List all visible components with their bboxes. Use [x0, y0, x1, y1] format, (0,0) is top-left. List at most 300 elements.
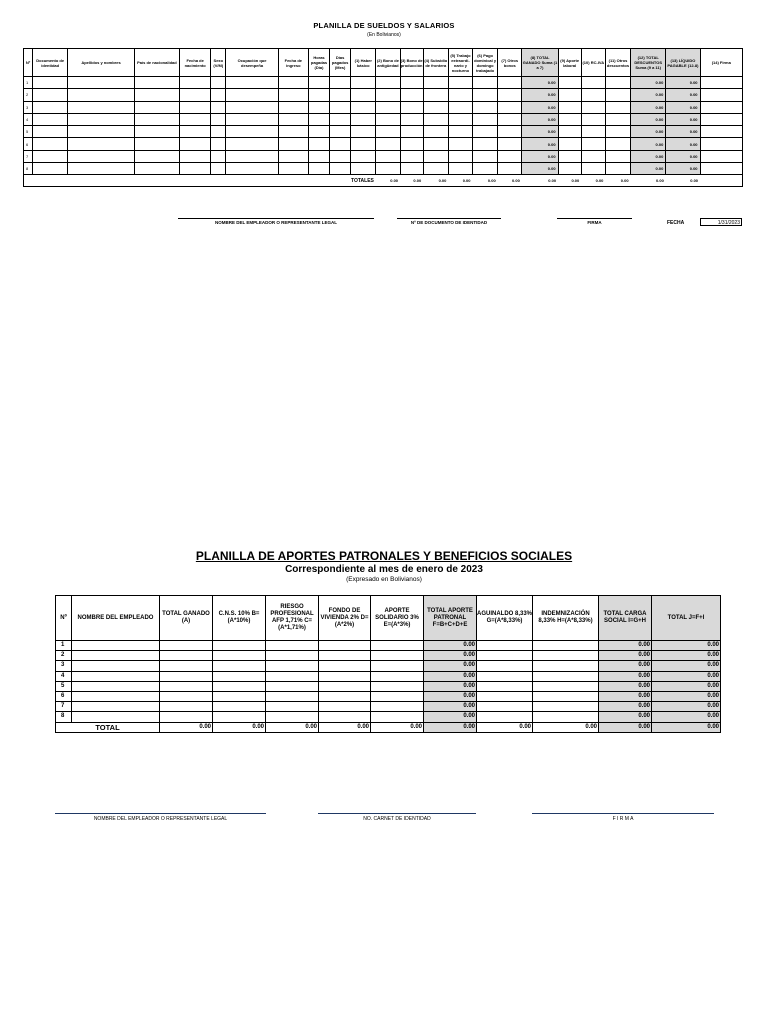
- date-label: FECHA: [667, 220, 685, 226]
- input-cell[interactable]: [319, 681, 371, 691]
- input-cell[interactable]: [473, 77, 498, 89]
- input-cell[interactable]: [330, 101, 351, 113]
- input-cell[interactable]: [72, 661, 160, 671]
- input-cell[interactable]: [376, 150, 400, 162]
- input-cell[interactable]: [448, 113, 472, 125]
- input-cell[interactable]: [160, 661, 213, 671]
- input-cell[interactable]: [330, 150, 351, 162]
- input-cell[interactable]: [376, 138, 400, 150]
- input-cell[interactable]: [213, 691, 266, 701]
- input-cell[interactable]: [477, 691, 533, 701]
- input-cell[interactable]: [700, 126, 742, 138]
- contributions-currency-note: (Expresado en Bolivianos): [346, 576, 422, 583]
- input-cell[interactable]: [33, 126, 68, 138]
- input-cell[interactable]: [68, 89, 134, 101]
- header-cell: (5) Trabajo extraordi-nario y nocturno: [448, 49, 472, 77]
- input-cell[interactable]: [330, 77, 351, 89]
- input-cell[interactable]: [605, 126, 630, 138]
- row-number: 5: [56, 681, 72, 691]
- input-cell[interactable]: [581, 101, 605, 113]
- header-cell: C.N.S. 10% B=(A*10%): [213, 596, 266, 641]
- input-cell[interactable]: [330, 89, 351, 101]
- input-cell[interactable]: [319, 691, 371, 701]
- input-cell[interactable]: [448, 101, 472, 113]
- input-cell[interactable]: [308, 89, 329, 101]
- id-card-line: [318, 813, 476, 814]
- input-cell[interactable]: [180, 126, 211, 138]
- header-cell: Horas pagadas (Día): [308, 49, 329, 77]
- total-value: 0.00: [487, 178, 496, 184]
- input-cell[interactable]: [533, 691, 599, 701]
- table-row: [56, 681, 721, 691]
- input-cell[interactable]: [605, 150, 630, 162]
- input-cell[interactable]: [473, 163, 498, 175]
- input-cell[interactable]: [134, 101, 179, 113]
- input-cell[interactable]: [351, 150, 376, 162]
- input-cell[interactable]: [33, 138, 68, 150]
- input-cell[interactable]: [68, 163, 134, 175]
- input-cell[interactable]: [700, 150, 742, 162]
- input-cell[interactable]: [533, 681, 599, 691]
- input-cell[interactable]: [498, 150, 522, 162]
- input-cell[interactable]: [448, 138, 472, 150]
- input-cell[interactable]: [134, 113, 179, 125]
- input-cell[interactable]: [266, 651, 319, 661]
- input-cell[interactable]: [423, 163, 448, 175]
- input-cell[interactable]: [376, 163, 400, 175]
- input-cell[interactable]: [423, 77, 448, 89]
- input-cell[interactable]: [448, 163, 472, 175]
- input-cell[interactable]: [700, 138, 742, 150]
- grand-total-cell: 0.00: [652, 691, 721, 701]
- input-cell[interactable]: [68, 150, 134, 162]
- input-cell[interactable]: [211, 163, 226, 175]
- input-cell[interactable]: [558, 126, 581, 138]
- table-row: [56, 661, 721, 671]
- row-number: 1: [56, 641, 72, 651]
- input-cell[interactable]: [211, 126, 226, 138]
- input-cell[interactable]: [160, 691, 213, 701]
- input-cell[interactable]: [213, 702, 266, 712]
- input-cell[interactable]: [308, 77, 329, 89]
- header-cell: (11) Otros descuentos: [605, 49, 630, 77]
- input-cell[interactable]: [400, 89, 423, 101]
- total-deductions-cell: 0.00: [631, 113, 666, 125]
- employer-signature-label-2: NOMBRE DEL EMPLEADOR O REPRESENTANTE LEGAL: [93, 816, 228, 822]
- input-cell[interactable]: [533, 661, 599, 671]
- payroll-title: PLANILLA DE SUELDOS Y SALARIOS: [313, 21, 455, 30]
- input-cell[interactable]: [319, 651, 371, 661]
- input-cell[interactable]: [498, 163, 522, 175]
- input-cell[interactable]: [448, 89, 472, 101]
- input-cell[interactable]: [180, 113, 211, 125]
- total-earned-cell: 0.00: [522, 113, 558, 125]
- date-field[interactable]: 1/31/2023: [700, 218, 742, 226]
- input-cell[interactable]: [180, 163, 211, 175]
- input-cell[interactable]: [498, 126, 522, 138]
- table-row: [24, 126, 743, 138]
- header-cell: (12) TOTAL DESCUENTOS Suma (9 a 11): [631, 49, 666, 77]
- input-cell[interactable]: [134, 89, 179, 101]
- header-cell: Fecha de ingreso: [278, 49, 308, 77]
- input-cell[interactable]: [700, 101, 742, 113]
- input-cell[interactable]: [371, 641, 424, 651]
- id-document-label: Nº DE DOCUMENTO DE IDENTIDAD: [410, 220, 488, 225]
- net-pay-cell: 0.00: [666, 138, 700, 150]
- input-cell[interactable]: [473, 150, 498, 162]
- input-cell[interactable]: [351, 113, 376, 125]
- row-number: 1: [24, 77, 33, 89]
- input-cell[interactable]: [371, 671, 424, 681]
- grand-total-cell: 0.00: [652, 681, 721, 691]
- input-cell[interactable]: [308, 150, 329, 162]
- input-cell[interactable]: [473, 101, 498, 113]
- input-cell[interactable]: [371, 702, 424, 712]
- input-cell[interactable]: [605, 77, 630, 89]
- table-row: [56, 671, 721, 681]
- header-cell: (3) Bono de producción: [400, 49, 423, 77]
- input-cell[interactable]: [160, 641, 213, 651]
- signature-label-2: F I R M A: [612, 816, 634, 822]
- input-cell[interactable]: [605, 113, 630, 125]
- input-cell[interactable]: [448, 126, 472, 138]
- total-value: 0.00: [595, 178, 604, 184]
- payroll-table: [23, 48, 743, 187]
- input-cell[interactable]: [371, 651, 424, 661]
- input-cell[interactable]: [266, 712, 319, 722]
- input-cell[interactable]: [33, 150, 68, 162]
- input-cell[interactable]: [498, 138, 522, 150]
- header-cell: RIESGO PROFESIONAL AFP 1,71% C=(A*1,71%): [266, 596, 319, 641]
- input-cell[interactable]: [558, 89, 581, 101]
- input-cell[interactable]: [308, 163, 329, 175]
- net-pay-cell: 0.00: [666, 126, 700, 138]
- input-cell[interactable]: [498, 101, 522, 113]
- input-cell[interactable]: [72, 691, 160, 701]
- input-cell[interactable]: [400, 101, 423, 113]
- row-number: 4: [56, 671, 72, 681]
- row-number: 2: [56, 651, 72, 661]
- input-cell[interactable]: [605, 163, 630, 175]
- input-cell[interactable]: [72, 651, 160, 661]
- input-cell[interactable]: [351, 101, 376, 113]
- input-cell[interactable]: [33, 77, 68, 89]
- contributions-header-row: [56, 596, 721, 641]
- input-cell[interactable]: [533, 712, 599, 722]
- input-cell[interactable]: [330, 126, 351, 138]
- input-cell[interactable]: [72, 641, 160, 651]
- input-cell[interactable]: [400, 126, 423, 138]
- total-value: 0.00: [413, 178, 422, 184]
- input-cell[interactable]: [160, 702, 213, 712]
- input-cell[interactable]: [558, 77, 581, 89]
- input-cell[interactable]: [226, 126, 278, 138]
- input-cell[interactable]: [448, 150, 472, 162]
- input-cell[interactable]: [400, 113, 423, 125]
- table-row: [56, 702, 721, 712]
- input-cell[interactable]: [477, 712, 533, 722]
- input-cell[interactable]: [72, 671, 160, 681]
- header-cell: TOTAL GANADO (A): [160, 596, 213, 641]
- input-cell[interactable]: [400, 150, 423, 162]
- input-cell[interactable]: [700, 89, 742, 101]
- input-cell[interactable]: [473, 89, 498, 101]
- input-cell[interactable]: [351, 89, 376, 101]
- header-cell: (2) Bono de antigüedad: [376, 49, 400, 77]
- input-cell[interactable]: [371, 681, 424, 691]
- input-cell[interactable]: [330, 163, 351, 175]
- row-number: 6: [56, 691, 72, 701]
- input-cell[interactable]: [351, 126, 376, 138]
- input-cell[interactable]: [477, 651, 533, 661]
- input-cell[interactable]: [160, 712, 213, 722]
- total-employer-contribution-cell: 0.00: [424, 681, 477, 691]
- input-cell[interactable]: [330, 113, 351, 125]
- input-cell[interactable]: [134, 138, 179, 150]
- input-cell[interactable]: [533, 702, 599, 712]
- input-cell[interactable]: [278, 77, 308, 89]
- input-cell[interactable]: [423, 89, 448, 101]
- input-cell[interactable]: [68, 113, 134, 125]
- input-cell[interactable]: [351, 163, 376, 175]
- net-pay-cell: 0.00: [666, 89, 700, 101]
- input-cell[interactable]: [558, 101, 581, 113]
- input-cell[interactable]: [134, 150, 179, 162]
- total-value: 0.00: [690, 178, 699, 184]
- input-cell[interactable]: [226, 113, 278, 125]
- input-cell[interactable]: [376, 89, 400, 101]
- total-employer-contribution-cell: 0.00: [424, 651, 477, 661]
- input-cell[interactable]: [308, 126, 329, 138]
- input-cell[interactable]: [473, 138, 498, 150]
- input-cell[interactable]: [330, 138, 351, 150]
- input-cell[interactable]: [211, 77, 226, 89]
- input-cell[interactable]: [33, 113, 68, 125]
- input-cell[interactable]: [308, 101, 329, 113]
- input-cell[interactable]: [477, 702, 533, 712]
- input-cell[interactable]: [473, 126, 498, 138]
- input-cell[interactable]: [211, 138, 226, 150]
- table-row: [56, 691, 721, 701]
- input-cell[interactable]: [351, 77, 376, 89]
- total-value: 0.00: [390, 178, 399, 184]
- total-value: 0.00: [371, 722, 424, 732]
- input-cell[interactable]: [371, 712, 424, 722]
- input-cell[interactable]: [308, 113, 329, 125]
- total-value: 0.00: [160, 722, 213, 732]
- input-cell[interactable]: [266, 691, 319, 701]
- input-cell[interactable]: [558, 163, 581, 175]
- grand-total-cell: 0.00: [652, 661, 721, 671]
- total-value: 0.00: [477, 722, 533, 732]
- input-cell[interactable]: [423, 113, 448, 125]
- table-row: [56, 641, 721, 651]
- input-cell[interactable]: [423, 101, 448, 113]
- input-cell[interactable]: [605, 138, 630, 150]
- total-earned-cell: 0.00: [522, 89, 558, 101]
- input-cell[interactable]: [180, 89, 211, 101]
- grand-total-cell: 0.00: [652, 702, 721, 712]
- input-cell[interactable]: [33, 89, 68, 101]
- input-cell[interactable]: [213, 641, 266, 651]
- input-cell[interactable]: [498, 89, 522, 101]
- input-cell[interactable]: [558, 113, 581, 125]
- total-label: TOTAL: [56, 722, 160, 732]
- input-cell[interactable]: [581, 77, 605, 89]
- input-cell[interactable]: [376, 101, 400, 113]
- payroll-subtitle: (En Bolivianos): [367, 32, 401, 38]
- input-cell[interactable]: [266, 681, 319, 691]
- header-cell: INDEMNIZACIÓN 8,33% H=(A*8,33%): [533, 596, 599, 641]
- input-cell[interactable]: [278, 89, 308, 101]
- input-cell[interactable]: [376, 113, 400, 125]
- input-cell[interactable]: [226, 163, 278, 175]
- input-cell[interactable]: [376, 77, 400, 89]
- input-cell[interactable]: [700, 113, 742, 125]
- input-cell[interactable]: [180, 138, 211, 150]
- input-cell[interactable]: [33, 101, 68, 113]
- input-cell[interactable]: [376, 126, 400, 138]
- row-number: 7: [24, 150, 33, 162]
- input-cell[interactable]: [226, 89, 278, 101]
- input-cell[interactable]: [581, 89, 605, 101]
- input-cell[interactable]: [134, 126, 179, 138]
- input-cell[interactable]: [226, 150, 278, 162]
- input-cell[interactable]: [180, 101, 211, 113]
- total-deductions-cell: 0.00: [631, 89, 666, 101]
- table-row: [56, 712, 721, 722]
- input-cell[interactable]: [160, 671, 213, 681]
- input-cell[interactable]: [72, 712, 160, 722]
- input-cell[interactable]: [33, 163, 68, 175]
- input-cell[interactable]: [266, 661, 319, 671]
- input-cell[interactable]: [477, 661, 533, 671]
- input-cell[interactable]: [180, 150, 211, 162]
- input-cell[interactable]: [533, 641, 599, 651]
- header-cell: Fecha de nacimiento: [180, 49, 211, 77]
- input-cell[interactable]: [278, 101, 308, 113]
- input-cell[interactable]: [371, 691, 424, 701]
- input-cell[interactable]: [400, 163, 423, 175]
- input-cell[interactable]: [211, 150, 226, 162]
- input-cell[interactable]: [211, 101, 226, 113]
- input-cell[interactable]: [213, 651, 266, 661]
- total-social-charge-cell: 0.00: [599, 661, 652, 671]
- input-cell[interactable]: [473, 113, 498, 125]
- input-cell[interactable]: [134, 163, 179, 175]
- input-cell[interactable]: [477, 681, 533, 691]
- contributions-period: Correspondiente al mes de enero de 2023: [285, 564, 483, 575]
- input-cell[interactable]: [533, 671, 599, 681]
- input-cell[interactable]: [72, 681, 160, 691]
- input-cell[interactable]: [581, 163, 605, 175]
- input-cell[interactable]: [134, 77, 179, 89]
- input-cell[interactable]: [213, 671, 266, 681]
- input-cell[interactable]: [308, 138, 329, 150]
- input-cell[interactable]: [558, 150, 581, 162]
- input-cell[interactable]: [278, 138, 308, 150]
- input-cell[interactable]: [477, 671, 533, 681]
- input-cell[interactable]: [498, 113, 522, 125]
- header-cell: AGUINALDO 8,33% G=(A*8,33%): [477, 596, 533, 641]
- input-cell[interactable]: [180, 77, 211, 89]
- input-cell[interactable]: [319, 641, 371, 651]
- table-row: [56, 651, 721, 661]
- net-pay-cell: 0.00: [666, 163, 700, 175]
- input-cell[interactable]: [278, 126, 308, 138]
- input-cell[interactable]: [700, 77, 742, 89]
- input-cell[interactable]: [68, 101, 134, 113]
- id-document-line: [397, 218, 501, 219]
- row-number: 8: [56, 712, 72, 722]
- input-cell[interactable]: [423, 138, 448, 150]
- contributions-title-text: PLANILLA DE APORTES PATRONALES Y BENEFICIOS SOCIALES: [195, 549, 573, 563]
- input-cell[interactable]: [448, 77, 472, 89]
- input-cell[interactable]: [605, 89, 630, 101]
- input-cell[interactable]: [226, 101, 278, 113]
- input-cell[interactable]: [68, 126, 134, 138]
- input-cell[interactable]: [319, 671, 371, 681]
- input-cell[interactable]: [211, 89, 226, 101]
- input-cell[interactable]: [278, 150, 308, 162]
- input-cell[interactable]: [213, 661, 266, 671]
- total-earned-cell: 0.00: [522, 126, 558, 138]
- input-cell[interactable]: [319, 702, 371, 712]
- input-cell[interactable]: [72, 702, 160, 712]
- input-cell[interactable]: [581, 126, 605, 138]
- total-employer-contribution-cell: 0.00: [424, 712, 477, 722]
- input-cell[interactable]: [605, 101, 630, 113]
- input-cell[interactable]: [213, 681, 266, 691]
- input-cell[interactable]: [319, 712, 371, 722]
- input-cell[interactable]: [278, 163, 308, 175]
- input-cell[interactable]: [68, 138, 134, 150]
- input-cell[interactable]: [213, 712, 266, 722]
- header-cell: FONDO DE VIVIENDA 2% D=(A*2%): [319, 596, 371, 641]
- total-earned-cell: 0.00: [522, 101, 558, 113]
- input-cell[interactable]: [423, 126, 448, 138]
- input-cell[interactable]: [477, 641, 533, 651]
- grand-total-cell: 0.00: [652, 651, 721, 661]
- input-cell[interactable]: [211, 113, 226, 125]
- input-cell[interactable]: [266, 671, 319, 681]
- input-cell[interactable]: [319, 661, 371, 671]
- row-number: 3: [24, 101, 33, 113]
- input-cell[interactable]: [371, 661, 424, 671]
- input-cell[interactable]: [558, 138, 581, 150]
- input-cell[interactable]: [400, 77, 423, 89]
- input-cell[interactable]: [226, 77, 278, 89]
- net-pay-cell: 0.00: [666, 77, 700, 89]
- input-cell[interactable]: [226, 138, 278, 150]
- input-cell[interactable]: [160, 651, 213, 661]
- input-cell[interactable]: [278, 113, 308, 125]
- input-cell[interactable]: [266, 641, 319, 651]
- input-cell[interactable]: [581, 150, 605, 162]
- header-cell: Días pagados (Mes): [330, 49, 351, 77]
- input-cell[interactable]: [423, 150, 448, 162]
- input-cell[interactable]: [160, 681, 213, 691]
- input-cell[interactable]: [266, 702, 319, 712]
- input-cell[interactable]: [498, 77, 522, 89]
- input-cell[interactable]: [68, 77, 134, 89]
- input-cell[interactable]: [400, 138, 423, 150]
- input-cell[interactable]: [700, 163, 742, 175]
- input-cell[interactable]: [533, 651, 599, 661]
- input-cell[interactable]: [581, 138, 605, 150]
- input-cell[interactable]: [581, 113, 605, 125]
- input-cell[interactable]: [351, 138, 376, 150]
